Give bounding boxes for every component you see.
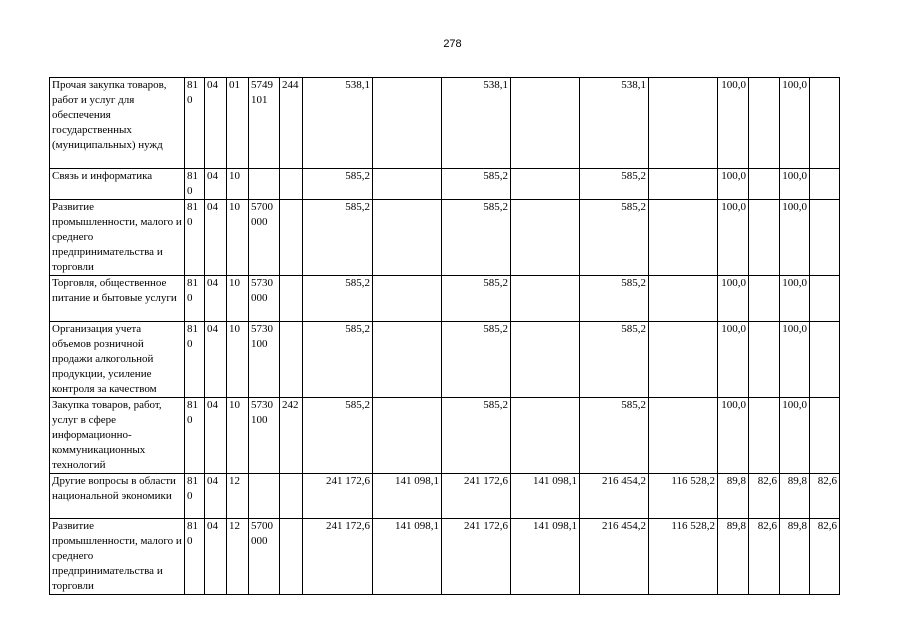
value-col-3: 585,2 xyxy=(442,276,511,322)
target-article-code: 5730 000 xyxy=(249,276,280,322)
row-name: Торговля, общественное питание и бытовые услуги xyxy=(50,276,185,322)
value-col-4 xyxy=(511,322,580,398)
value-col-4 xyxy=(511,398,580,474)
percent-col-1: 89,8 xyxy=(718,519,749,595)
subsection-code: 12 xyxy=(227,519,249,595)
value-col-6: 116 528,2 xyxy=(649,474,718,519)
percent-col-3: 89,8 xyxy=(780,474,810,519)
value-col-1: 538,1 xyxy=(303,78,373,169)
value-col-2 xyxy=(373,276,442,322)
value-col-1: 585,2 xyxy=(303,398,373,474)
subsection-code: 10 xyxy=(227,276,249,322)
value-col-3: 585,2 xyxy=(442,398,511,474)
subsection-code: 10 xyxy=(227,398,249,474)
target-article-code: 5730 100 xyxy=(249,398,280,474)
target-article-code: 5700 000 xyxy=(249,519,280,595)
table-row xyxy=(50,276,840,322)
budget-table xyxy=(49,77,840,595)
row-name: Прочая закупка товаров, работ и услуг для обеспечения государственных (муниципальных) нужд xyxy=(50,78,185,169)
value-col-6 xyxy=(649,200,718,276)
expense-type-code: 244 xyxy=(280,78,303,169)
value-col-1: 585,2 xyxy=(303,276,373,322)
value-col-3: 241 172,6 xyxy=(442,474,511,519)
value-col-5: 216 454,2 xyxy=(580,519,649,595)
percent-col-3: 100,0 xyxy=(780,169,810,200)
percent-col-1: 89,8 xyxy=(718,474,749,519)
subsection-code: 10 xyxy=(227,169,249,200)
value-col-2 xyxy=(373,78,442,169)
target-article-code: 5730 100 xyxy=(249,322,280,398)
percent-col-4 xyxy=(810,78,840,169)
percent-col-1: 100,0 xyxy=(718,169,749,200)
expense-type-code xyxy=(280,474,303,519)
value-col-5: 585,2 xyxy=(580,322,649,398)
section-code: 04 xyxy=(205,276,227,322)
value-col-2: 141 098,1 xyxy=(373,519,442,595)
ved-code: 810 xyxy=(185,519,205,595)
row-name: Связь и информатика xyxy=(50,169,185,200)
table-row xyxy=(50,78,840,169)
ved-code: 810 xyxy=(185,398,205,474)
value-col-2 xyxy=(373,322,442,398)
expense-type-code: 242 xyxy=(280,398,303,474)
value-col-1: 241 172,6 xyxy=(303,519,373,595)
percent-col-4 xyxy=(810,322,840,398)
subsection-code: 10 xyxy=(227,322,249,398)
target-article-code: 5700 000 xyxy=(249,200,280,276)
ved-code: 810 xyxy=(185,474,205,519)
row-name: Организация учета объемов розничной продажи алкогольной продукции, усиление контроля за качеством xyxy=(50,322,185,398)
value-col-5: 585,2 xyxy=(580,276,649,322)
percent-col-4 xyxy=(810,200,840,276)
section-code: 04 xyxy=(205,78,227,169)
percent-col-1: 100,0 xyxy=(718,398,749,474)
value-col-3: 538,1 xyxy=(442,78,511,169)
value-col-1: 585,2 xyxy=(303,322,373,398)
value-col-6 xyxy=(649,322,718,398)
percent-col-3: 100,0 xyxy=(780,276,810,322)
percent-col-4: 82,6 xyxy=(810,474,840,519)
percent-col-2 xyxy=(749,276,780,322)
row-name: Развитие промышленности, малого и среднего предпринимательства и торговли xyxy=(50,519,185,595)
percent-col-4 xyxy=(810,276,840,322)
ved-code: 810 xyxy=(185,322,205,398)
target-article-code: 5749 101 xyxy=(249,78,280,169)
percent-col-3: 100,0 xyxy=(780,322,810,398)
value-col-6 xyxy=(649,78,718,169)
section-code: 04 xyxy=(205,322,227,398)
table-body xyxy=(50,78,840,595)
expense-type-code xyxy=(280,169,303,200)
ved-code: 810 xyxy=(185,276,205,322)
percent-col-3: 100,0 xyxy=(780,78,810,169)
percent-col-4 xyxy=(810,169,840,200)
value-col-6 xyxy=(649,276,718,322)
percent-col-4 xyxy=(810,398,840,474)
table-row xyxy=(50,398,840,474)
value-col-5: 585,2 xyxy=(580,200,649,276)
value-col-2 xyxy=(373,200,442,276)
value-col-4 xyxy=(511,276,580,322)
subsection-code: 01 xyxy=(227,78,249,169)
percent-col-2 xyxy=(749,322,780,398)
section-code: 04 xyxy=(205,474,227,519)
value-col-1: 585,2 xyxy=(303,200,373,276)
percent-col-1: 100,0 xyxy=(718,78,749,169)
value-col-1: 585,2 xyxy=(303,169,373,200)
value-col-3: 585,2 xyxy=(442,200,511,276)
percent-col-3: 100,0 xyxy=(780,398,810,474)
expense-type-code xyxy=(280,276,303,322)
page-number: 278 xyxy=(443,38,462,50)
ved-code: 810 xyxy=(185,78,205,169)
percent-col-2: 82,6 xyxy=(749,474,780,519)
table-row xyxy=(50,519,840,595)
value-col-6 xyxy=(649,398,718,474)
percent-col-2 xyxy=(749,398,780,474)
percent-col-1: 100,0 xyxy=(718,200,749,276)
value-col-3: 585,2 xyxy=(442,169,511,200)
value-col-6: 116 528,2 xyxy=(649,519,718,595)
value-col-3: 585,2 xyxy=(442,322,511,398)
value-col-4: 141 098,1 xyxy=(511,519,580,595)
value-col-5: 216 454,2 xyxy=(580,474,649,519)
value-col-5: 585,2 xyxy=(580,398,649,474)
percent-col-2 xyxy=(749,78,780,169)
expense-type-code xyxy=(280,322,303,398)
value-col-1: 241 172,6 xyxy=(303,474,373,519)
section-code: 04 xyxy=(205,200,227,276)
percent-col-2 xyxy=(749,169,780,200)
table-row xyxy=(50,169,840,200)
table-row xyxy=(50,322,840,398)
value-col-4 xyxy=(511,169,580,200)
value-col-5: 538,1 xyxy=(580,78,649,169)
section-code: 04 xyxy=(205,519,227,595)
target-article-code xyxy=(249,474,280,519)
ved-code: 810 xyxy=(185,169,205,200)
section-code: 04 xyxy=(205,398,227,474)
percent-col-3: 89,8 xyxy=(780,519,810,595)
percent-col-1: 100,0 xyxy=(718,276,749,322)
value-col-3: 241 172,6 xyxy=(442,519,511,595)
subsection-code: 12 xyxy=(227,474,249,519)
percent-col-2: 82,6 xyxy=(749,519,780,595)
value-col-2: 141 098,1 xyxy=(373,474,442,519)
table-row xyxy=(50,200,840,276)
value-col-2 xyxy=(373,169,442,200)
percent-col-3: 100,0 xyxy=(780,200,810,276)
value-col-4 xyxy=(511,200,580,276)
target-article-code xyxy=(249,169,280,200)
value-col-2 xyxy=(373,398,442,474)
ved-code: 810 xyxy=(185,200,205,276)
expense-type-code xyxy=(280,519,303,595)
row-name: Другие вопросы в области национальной экономики xyxy=(50,474,185,519)
percent-col-2 xyxy=(749,200,780,276)
percent-col-4: 82,6 xyxy=(810,519,840,595)
expense-type-code xyxy=(280,200,303,276)
value-col-5: 585,2 xyxy=(580,169,649,200)
value-col-4 xyxy=(511,78,580,169)
row-name: Закупка товаров, работ, услуг в сфере информационно-коммуникационных технологий xyxy=(50,398,185,474)
percent-col-1: 100,0 xyxy=(718,322,749,398)
subsection-code: 10 xyxy=(227,200,249,276)
row-name: Развитие промышленности, малого и среднего предпринимательства и торговли xyxy=(50,200,185,276)
value-col-6 xyxy=(649,169,718,200)
section-code: 04 xyxy=(205,169,227,200)
value-col-4: 141 098,1 xyxy=(511,474,580,519)
table-row xyxy=(50,474,840,519)
